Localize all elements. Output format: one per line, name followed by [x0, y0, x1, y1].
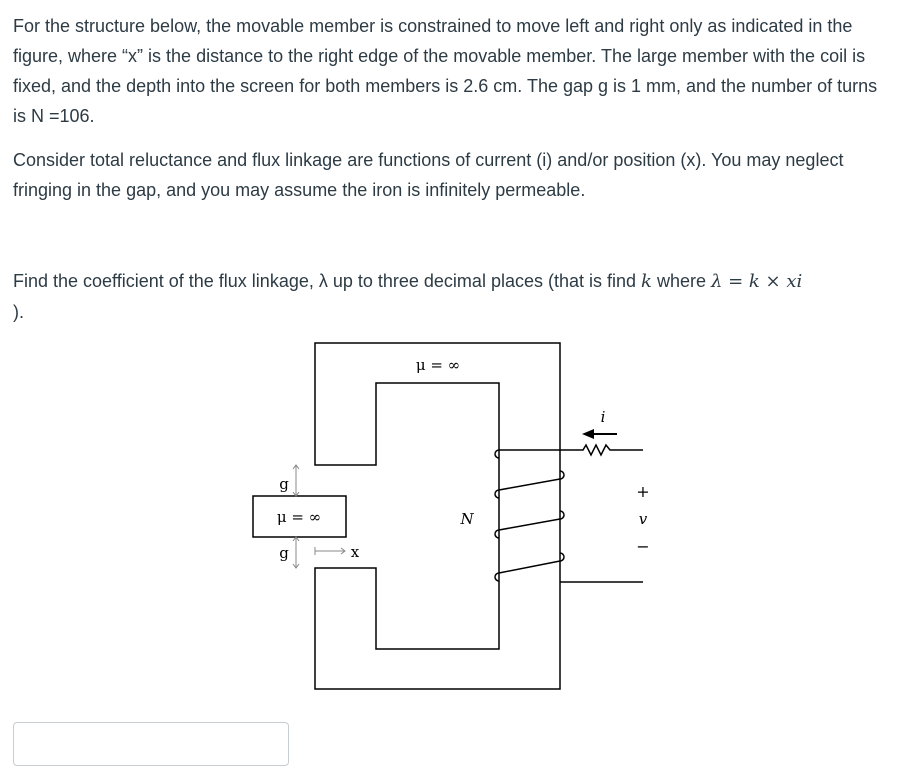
question-paragraph-2: Consider total reluctance and flux linkage are functions of current (i) and/or position (x). You may neglect fringing in the gap, and you may assume the iron is infinitely permeable.	[13, 150, 844, 200]
gap-top-label: g	[279, 475, 289, 493]
current-arrow-icon	[582, 429, 617, 439]
current-label: i	[600, 408, 606, 426]
question-paragraph-1: For the structure below, the movable member is constrained to move left and right only as indicated in the figure, where “x” is the distance to the right edge of the movable member. The large member with the coil is fixed, and the depth into the screen for both members is 2.6 cm. The gap g is 1 mm, and the number of turns is N =106.	[13, 16, 878, 126]
fixed-core	[315, 343, 560, 689]
gap-bottom-label: g	[279, 544, 289, 562]
plus-label: +	[636, 482, 650, 501]
q3-text-c: ).	[13, 302, 24, 322]
voltage-label: v	[638, 510, 648, 528]
q3-text-b: where	[651, 271, 711, 291]
minus-label: −	[636, 537, 650, 556]
movable-mu-label: μ = ∞	[276, 508, 322, 526]
q3-equation: λ = k × xi	[710, 271, 803, 292]
x-label: x	[350, 543, 360, 561]
core-mu-label: μ = ∞	[415, 356, 461, 374]
circuit-wires	[499, 445, 643, 582]
turns-label: N	[460, 510, 474, 528]
q3-k: k	[641, 271, 652, 292]
coil	[495, 450, 564, 581]
q3-text-a: Find the coefficient of the flux linkage, λ up to three decimal places (that is find	[13, 271, 642, 291]
answer-input[interactable]	[13, 722, 289, 766]
